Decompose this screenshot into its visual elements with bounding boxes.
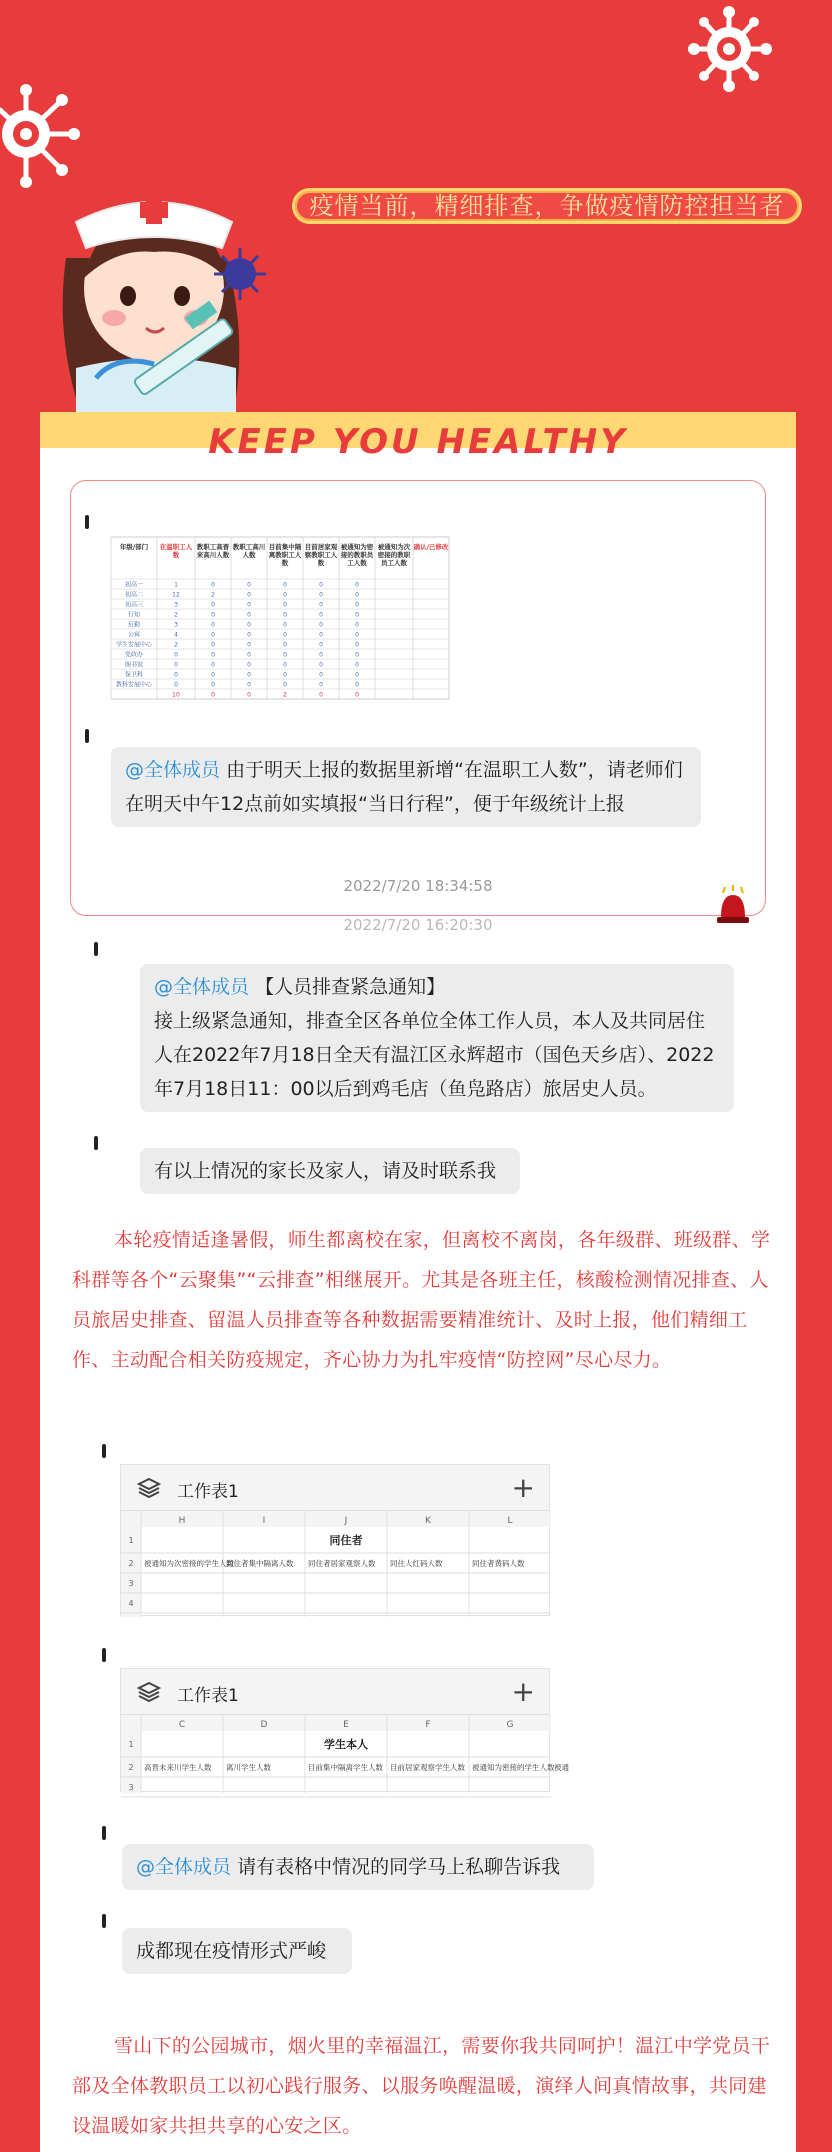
- column-header-label: 同住者居家观察人数: [308, 1559, 376, 1568]
- message-text: 请有表格中情况的同学马上私聊告诉我: [237, 1856, 561, 1878]
- table-header-cell: [157, 537, 195, 579]
- table-cell: 0: [355, 691, 359, 699]
- reply-text: 成都现在疫情形式严峻: [136, 1940, 327, 1962]
- sheet-grid: [121, 1715, 569, 1793]
- column-header-label: 高晋未来川学生人数: [144, 1763, 212, 1772]
- virus-icon-top-right: [682, 4, 776, 94]
- avatar-marker: [94, 942, 98, 956]
- notice-text: 接上级紧急通知，排查全区各单位全体工作人员，本人及共同居住人在2022年7月18日全天有温江区永辉超市（国色天乡店）、2022年7月18日11：00以后到鸡毛店（鱼凫路店）旅居史人员。: [154, 1010, 715, 1100]
- table-header-cell: [413, 537, 449, 579]
- table-header-text: 年级/部门: [119, 543, 149, 551]
- table-header-text: 被通知为密接的教职员工人数: [340, 543, 374, 567]
- table-header-cell: [267, 537, 303, 579]
- table-cell: 0: [283, 621, 287, 629]
- table-cell: 党政办: [124, 651, 144, 659]
- table-cell: 行知: [127, 611, 141, 619]
- table-cell: 0: [247, 591, 251, 599]
- table-cell: 0: [283, 671, 287, 679]
- table-cell: 0: [247, 611, 251, 619]
- reply-bubble[interactable]: [140, 1148, 520, 1194]
- table-cell: 初高一: [124, 581, 144, 589]
- column-header-label: 被通知为次密接的学生人数: [144, 1559, 234, 1568]
- row-number: 3: [128, 1579, 134, 1588]
- sheet-tab[interactable]: 工作表1: [177, 1482, 239, 1502]
- content-card: [40, 412, 796, 2152]
- table-header-cell: [339, 537, 375, 579]
- layers-icon[interactable]: [137, 1477, 161, 1499]
- table-cell: 0: [247, 651, 251, 659]
- table-cell: 0: [355, 631, 359, 639]
- table-cell: 10: [172, 691, 180, 699]
- table-header-cell: [231, 537, 267, 579]
- mention-all[interactable]: @全体成员: [154, 976, 250, 998]
- table-cell: 0: [247, 681, 251, 689]
- sheet-header: [121, 1669, 549, 1715]
- table-cell: 0: [319, 671, 323, 679]
- table-header-text: 目前集中隔离教职工人数: [268, 543, 302, 567]
- table-cell: 0: [319, 631, 323, 639]
- table-header-text: 确认/已修改: [413, 543, 449, 551]
- group-header: 同住者: [329, 1534, 363, 1547]
- table-cell: 0: [211, 661, 215, 669]
- column-letter: F: [425, 1720, 431, 1730]
- column-header-label: 同住者黄码人数: [472, 1559, 525, 1568]
- column-header-bar: [121, 1715, 551, 1731]
- table-cell: 0: [247, 691, 251, 699]
- sheet-grid: [121, 1511, 551, 1617]
- table-cell: 0: [283, 591, 287, 599]
- column-letter: K: [425, 1516, 431, 1526]
- table-cell: 后勤: [127, 621, 141, 629]
- row-number: 2: [128, 1559, 134, 1568]
- row-number: 4: [128, 1599, 134, 1608]
- table-header-text: 被通知为次密接的教职员工人数: [377, 543, 411, 567]
- table-cell: 0: [283, 611, 287, 619]
- table-cell: 0: [211, 611, 215, 619]
- table-cell: 0: [211, 681, 215, 689]
- table-cell: 0: [319, 681, 323, 689]
- table-cell: 保卫科: [124, 671, 144, 679]
- avatar-marker: [85, 515, 89, 529]
- notice-title: 【人员排查紧急通知】: [255, 976, 446, 998]
- table-cell: 0: [283, 641, 287, 649]
- table-cell: 0: [211, 691, 215, 699]
- table-header-text: 教职工高川人数: [232, 543, 266, 559]
- row-number: 2: [128, 1763, 134, 1772]
- sheet-tab[interactable]: 工作表1: [177, 1686, 239, 1706]
- table-cell: 0: [283, 651, 287, 659]
- table-cell: 2: [211, 591, 215, 599]
- slogan-banner: 疫情当前，精细排查，争做疫情防控担当者: [292, 188, 802, 224]
- narrative-paragraph-1: 本轮疫情适逢暑假，师生都离校在家，但离校不离岗，各年级群、班级群、学科群等各个“云聚集”“云排查”相继展开。尤其是各班主任，核酸检测情况排查、人员旅居史排查、留温人员排查等各种数据需要精准统计、及时上报，他们精细工作、主动配合相关防疫规定，齐心协力为扎牢疫情“防控网”尽心尽力。: [72, 1229, 771, 1371]
- narrative-paragraph-2: 雪山下的公园城市，烟火里的幸福温江，需要你我共同呵护！温江中学党员干部及全体教职员工以初心践行服务、以服务唤醒温暖，演绎人间真情故事，共同建设温暖如家共担共享的心安之区。: [72, 2035, 771, 2137]
- mention-all[interactable]: @全体成员: [136, 1856, 232, 1878]
- table-cell: 0: [355, 681, 359, 689]
- row-number: 3: [128, 1783, 134, 1792]
- table-cell: 0: [319, 621, 323, 629]
- column-letter: C: [178, 1720, 186, 1730]
- table-cell: 初高三: [124, 601, 144, 609]
- table-cell: 12: [172, 591, 180, 599]
- table-cell: 0: [283, 581, 287, 589]
- chat-message-bubble[interactable]: [122, 1844, 594, 1890]
- table-cell: 0: [319, 611, 323, 619]
- urgent-notice-bubble[interactable]: [140, 964, 734, 1112]
- table-cell: 0: [319, 651, 323, 659]
- column-header-label: 被通: [554, 1763, 569, 1772]
- add-sheet-icon[interactable]: +: [511, 1471, 535, 1504]
- table-cell: 0: [247, 631, 251, 639]
- table-cell: 0: [211, 601, 215, 609]
- row-number: 1: [128, 1536, 134, 1545]
- table-cell: 0: [211, 671, 215, 679]
- reply-bubble[interactable]: [122, 1928, 352, 1974]
- table-cell: 0: [174, 671, 178, 679]
- table-cell: 0: [355, 611, 359, 619]
- table-cell: 0: [355, 651, 359, 659]
- table-cell: 0: [283, 661, 287, 669]
- column-header-label: 被通知为密接的学生人数: [472, 1763, 555, 1772]
- column-letter: J: [344, 1516, 348, 1526]
- column-letter: I: [262, 1516, 266, 1526]
- table-cell: 0: [174, 681, 178, 689]
- column-header-label: 离川学生人数: [226, 1763, 271, 1772]
- spreadsheet-screenshot-2: [120, 1668, 569, 1792]
- group-header: 学生本人: [324, 1738, 368, 1751]
- table-cell: 0: [174, 661, 178, 669]
- table-cell: 0: [211, 651, 215, 659]
- avatar-marker: [102, 1914, 106, 1928]
- table-cell: 0: [319, 691, 323, 699]
- table-cell: 0: [247, 671, 251, 679]
- virus-icon-left: [0, 82, 90, 192]
- spreadsheet-screenshot-1: [120, 1464, 550, 1616]
- table-cell: 0: [355, 661, 359, 669]
- table-header-cell: [303, 537, 339, 579]
- column-letter: H: [178, 1516, 186, 1526]
- mention-all[interactable]: @全体成员: [125, 759, 221, 781]
- table-cell: 0: [355, 601, 359, 609]
- column-letter: G: [506, 1720, 514, 1730]
- table-cell: 1: [174, 581, 178, 589]
- table-header-cell: [111, 537, 157, 579]
- table-cell: 0: [355, 591, 359, 599]
- message-text: 由于明天上报的数据里新增“在温职工人数”，请老师们在明天中午12点前如实填报“当日行程”，便于年级统计上报: [125, 759, 683, 815]
- table-cell: 0: [247, 581, 251, 589]
- table-cell: 0: [319, 661, 323, 669]
- table-header-cell: [195, 537, 231, 579]
- layers-icon[interactable]: [137, 1681, 161, 1703]
- table-cell: 0: [319, 591, 323, 599]
- table-cell: 0: [247, 641, 251, 649]
- table-cell: 0: [247, 621, 251, 629]
- card-title: KEEP YOU HEALTHY: [208, 422, 628, 462]
- table-cell: 初高二: [124, 591, 144, 599]
- table-cell: 0: [211, 581, 215, 589]
- column-letter: E: [343, 1720, 349, 1730]
- table-cell: 图书馆: [124, 661, 144, 669]
- faded-timestamp: 2022/7/20 16:20:30: [343, 916, 493, 934]
- table-cell: 0: [211, 621, 215, 629]
- table-cell: 3: [174, 601, 178, 609]
- table-cell: 0: [247, 661, 251, 669]
- column-header-label: 同住人红码人数: [390, 1559, 443, 1568]
- table-cell: 2: [283, 691, 287, 699]
- row-header-bar: [121, 1715, 141, 1793]
- table-cell: 0: [283, 601, 287, 609]
- table-cell: 0: [355, 671, 359, 679]
- table-header-text: 在温职工人数: [159, 543, 193, 559]
- row-number: 1: [128, 1740, 134, 1749]
- table-cell: 0: [319, 581, 323, 589]
- table-cell: 公寓: [127, 631, 141, 639]
- table-cell: 0: [211, 641, 215, 649]
- table-cell: 2: [174, 641, 178, 649]
- add-sheet-icon[interactable]: +: [511, 1675, 535, 1708]
- table-cell: 0: [319, 601, 323, 609]
- nurse-illustration: [36, 178, 276, 414]
- sheet-header: [121, 1465, 549, 1511]
- table-cell: 0: [355, 641, 359, 649]
- table-cell: 0: [247, 601, 251, 609]
- column-header-label: 目前居家观察学生人数: [390, 1763, 465, 1772]
- column-header-bar: [121, 1511, 551, 1527]
- table-cell: 教科发展中心: [115, 681, 153, 689]
- table-cell: 0: [355, 581, 359, 589]
- table-cell: 3: [174, 621, 178, 629]
- column-letter: L: [507, 1516, 513, 1526]
- statistics-table-image: [111, 537, 541, 701]
- table-cell: 2: [174, 611, 178, 619]
- chat-screenshot-frame-1: [70, 480, 766, 916]
- column-header-label: 同住者集中隔离人数: [226, 1559, 294, 1568]
- message-timestamp: 2022/7/20 18:34:58: [343, 877, 493, 895]
- chat-message-bubble[interactable]: [111, 747, 701, 827]
- table-cell: 0: [283, 681, 287, 689]
- avatar-marker: [85, 729, 89, 743]
- table-cell: 0: [355, 621, 359, 629]
- table-cell: 0: [174, 651, 178, 659]
- table-cell: 0: [283, 631, 287, 639]
- table-header-cell: [375, 537, 413, 579]
- table-cell: 0: [319, 641, 323, 649]
- avatar-marker: [94, 1136, 98, 1150]
- table-cell: 0: [211, 631, 215, 639]
- table-cell: 学生发展中心: [115, 641, 153, 649]
- table-header-text: 目前居家观察教职工人数: [304, 543, 338, 567]
- table-cell: 4: [174, 631, 178, 639]
- avatar-marker: [102, 1826, 106, 1840]
- column-letter: D: [260, 1720, 268, 1730]
- table-header-text: 教职工高晋来高川人数: [196, 543, 230, 559]
- avatar-marker: [102, 1648, 106, 1662]
- avatar-marker: [102, 1444, 106, 1458]
- reply-text: 有以上情况的家长及家人，请及时联系我: [154, 1160, 497, 1182]
- column-header-label: 目前集中隔离学生人数: [308, 1763, 383, 1772]
